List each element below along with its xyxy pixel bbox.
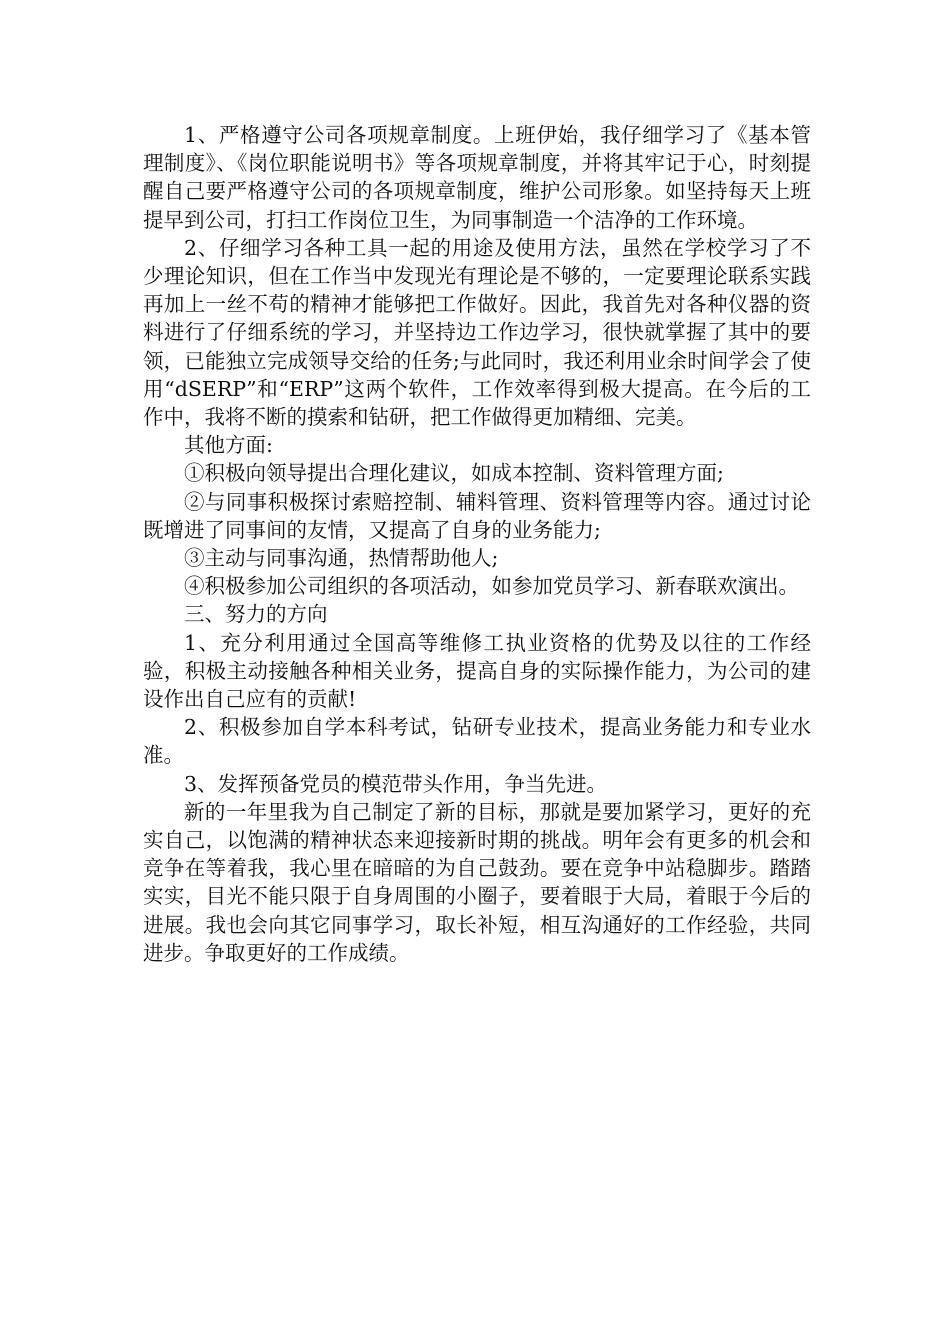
paragraph-item-colleague-discussion: ②与同事积极探讨索赔控制、辅料管理、资料管理等内容。通过讨论既增进了同事间的友情，又提高了自身的业务能力; [143,489,811,542]
paragraph-rule-compliance: 1、严格遵守公司各项规章制度。上班伊始，我仔细学习了《基本管理制度》、《岗位职能说明书》等各项规章制度，并将其牢记于心，时刻提醒自己要严格遵守公司的各项规章制度，维护公司形象。如坚持每天上班提早到公司，打扫工作岗位卫生，为同事制造一个洁净的工作环境。 [143,123,811,232]
paragraph-item-activities: ④积极参加公司组织的各项活动，如参加党员学习、新春联欢演出。 [184,574,799,599]
paragraph-direction-3: 3、发挥预备党员的模范带头作用，争当先进。 [184,771,608,796]
paragraph-direction-1: 1、充分利用通过全国高等维修工执业资格的优势及以往的工作经验，积极主动接触各种相关业务，提高自身的实际操作能力，为公司的建设作出自己应有的贡献! [143,630,811,712]
paragraph-other-aspects-heading: 其他方面: [184,433,273,458]
paragraph-item-suggestions: ①积极向领导提出合理化建议，如成本控制、资料管理方面; [184,461,724,486]
section-heading-direction: 三、努力的方向 [184,602,328,627]
document-body [143,121,811,967]
paragraph-item-communication: ③主动与同事沟通，热情帮助他人; [184,546,499,571]
paragraph-direction-2: 2、积极参加自学本科考试，钻研专业技术，提高业务能力和专业水准。 [143,715,811,768]
paragraph-new-year-goals: 新的一年里我为自己制定了新的目标，那就是要加紧学习，更好的充实自己，以饱满的精神状态来迎接新时期的挑战。明年会有更多的机会和竞争在等着我，我心里在暗暗的为自己鼓劲。要在竞争中站稳脚步。踏踏实实，目光不能只限于自身周围的小圈子，要着眼于大局，着眼于今后的进展。我也会向其它同事学习，取长补短，相互沟通好的工作经验，共同进步。争取更好的工作成绩。 [143,799,811,965]
paragraph-tool-study: 2、仔细学习各种工具一起的用途及使用方法，虽然在学校学习了不少理论知识，但在工作当中发现光有理论是不够的，一定要理论联系实践再加上一丝不苟的精神才能够把工作做好。因此，我首先对各种仪器的资料进行了仔细系统的学习，并坚持边工作边学习，很快就掌握了其中的要领，已能独立完成领导交给的任务;与此同时，我还利用业余时间学会了使用“dSERP”和“ERP”这两个软件，工作效率得到极大提高。在今后的工作中，我将不断的摸索和钻研，把工作做得更加精细、完美。 [143,235,811,430]
